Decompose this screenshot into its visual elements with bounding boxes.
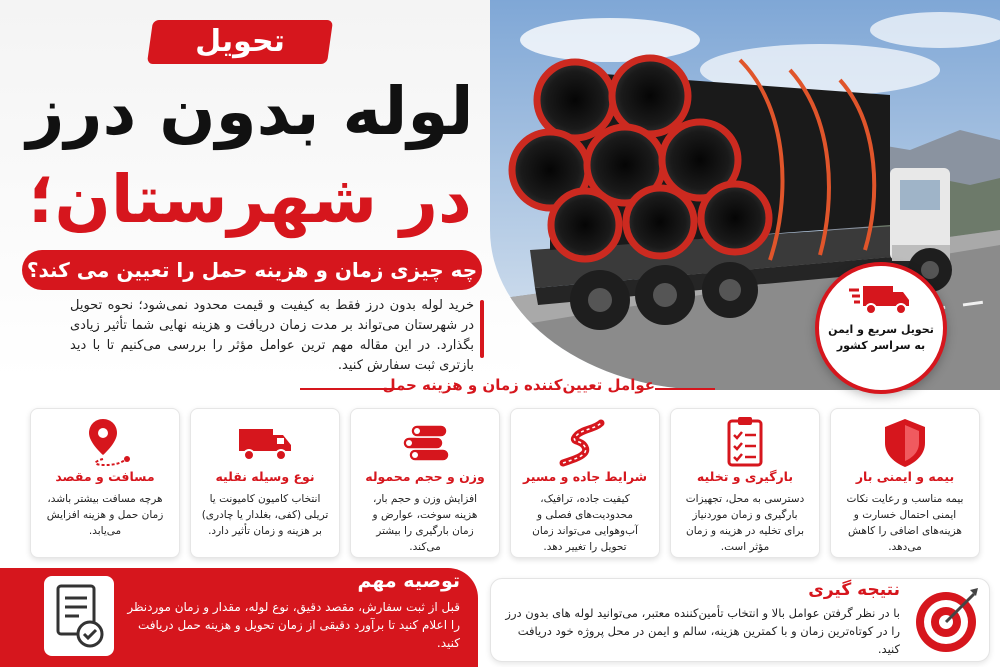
delivery-badge-line1: تحویل سریع و ایمن <box>828 323 934 336</box>
factor-card-loading <box>670 408 820 558</box>
factor-card-road <box>510 408 660 558</box>
factor-card-title: وزن و حجم محموله <box>365 469 485 484</box>
title-badge: تحویل <box>195 24 285 59</box>
factor-card-text: انتخاب کامیون کامیونت یا تریلی (کفی، بغلدار یا چادری) بر هزینه و زمان تأثیر دارد. <box>201 493 329 537</box>
delivery-truck-icon <box>849 282 913 316</box>
truck-icon <box>235 415 295 469</box>
factor-card-title: بیمه و ایمنی بار <box>855 469 955 484</box>
page-title-line1: لوله بدون درز <box>26 73 474 150</box>
delivery-badge-line2: به سراسر کشور <box>836 339 926 352</box>
factor-card-insurance <box>830 408 980 558</box>
tip-title: توصیه مهم <box>357 570 460 592</box>
document-check-icon <box>44 576 114 656</box>
winding-road-icon <box>555 415 615 469</box>
factor-card-text: کیفیت جاده، ترافیک، محدودیت‌های فصلی و آب‌وهوایی می‌تواند زمان تحویل را تغییر دهد. <box>532 493 638 553</box>
factor-card-weight <box>350 408 500 558</box>
delivery-badge-text <box>825 322 937 354</box>
factors-section-title: عوامل تعیین‌کننده زمان و هزینه حمل <box>382 376 655 394</box>
factor-card-text: بیمه مناسب و رعایت نکات ایمنی احتمال خسارت و هزینه‌های اضافی را کاهش می‌دهد. <box>846 493 964 553</box>
intro-accent-bar <box>480 300 484 358</box>
factor-card-title: مسافت و مقصد <box>55 469 155 484</box>
factor-card-distance <box>30 408 180 558</box>
clipboard-checklist-icon <box>715 415 775 469</box>
target-arrow-icon <box>912 584 984 656</box>
factor-card-text: هرچه مسافت بیشتر باشد، زمان حمل و هزینه افزایش می‌یابد. <box>46 493 164 537</box>
factor-card-title: نوع وسیله نقلیه <box>215 469 315 484</box>
intro-paragraph: خرید لوله بدون درز فقط به کیفیت و قیمت محدود نمی‌شود؛ نحوه تحویل در شهرستان می‌تواند بر مدت زمان دریافت و هزینه نهایی شما تأثیر زیادی بگذارد. در این مقاله مهم ترین عوامل مؤثر را بررسی می‌کنیم تا با دید بازتری ثبت سفارش کنید. <box>70 298 474 373</box>
section-divider-right <box>655 388 715 390</box>
conclusion-text: با در نظر گرفتن عوامل بالا و انتخاب تأمین‌کننده معتبر، می‌توانید لوله‌ های بدون درز را در کوتاه‌ترین زمان و با کمترین هزینه، سالم و ایمن در محل پروژه خود دریافت کنید. <box>505 606 900 656</box>
shield-icon <box>875 415 935 469</box>
factor-card-title: بارگیری و تخلیه <box>696 469 794 484</box>
factor-card-vehicle <box>190 408 340 558</box>
tip-text: قبل از ثبت سفارش، مقصد دقیق، نوع لوله، مقدار و زمان موردنظر را اعلام کنید تا برآورد دقیقی از زمان تحویل و هزینه حمل دریافت کنید. <box>127 600 460 650</box>
factor-card-text: دسترسی به محل، تجهیزات بارگیری و زمان موردنیاز برای تخلیه در هزینه و زمان مؤثر است. <box>685 493 805 553</box>
factor-card-text: افزایش وزن و حجم بار، هزینه سوخت، عوارض و زمان بارگیری را بیشتر می‌کند. <box>372 493 478 553</box>
page-title-line2: در شهرستان؛ <box>28 161 472 238</box>
delivery-badge <box>815 262 947 394</box>
conclusion-title: نتیجه گیری <box>808 580 900 600</box>
page-subtitle: چه چیزی زمان و هزینه حمل را تعیین می کند؟ <box>26 258 478 282</box>
pipes-icon <box>395 415 455 469</box>
factor-card-title: شرایط جاده و مسیر <box>522 469 648 484</box>
location-pin-icon <box>75 415 135 469</box>
